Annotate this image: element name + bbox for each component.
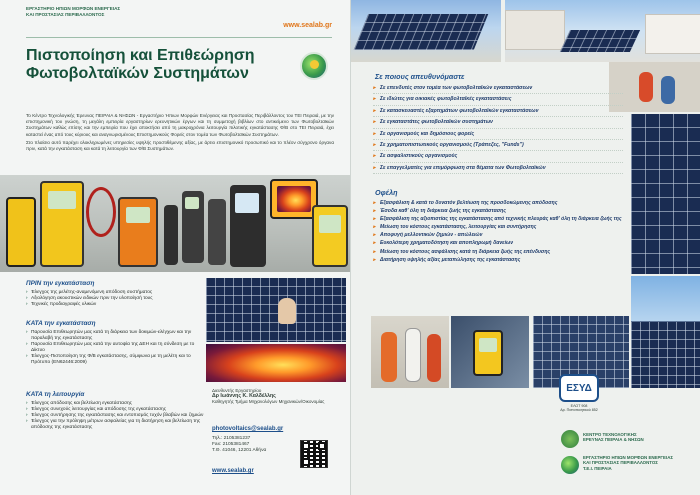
org-name-line: ΚΑΙ ΠΡΟΣΤΑΣΙΑΣ ΠΕΡΙΒΑΛΛΟΝΤΟΣ: [583, 460, 658, 466]
building-panels-photo: [505, 0, 700, 62]
panel-closeup-photo: [631, 114, 700, 274]
lab-name: [583, 455, 673, 471]
technician-image: [427, 334, 441, 382]
esyd-caption-line: ΕΛΟΤ 908: [570, 404, 588, 408]
meter-image: [473, 330, 503, 376]
list-item: ▸ Αποφυγή μελλοντικών ζημιών - απώλειών: [373, 232, 625, 238]
sensor-image: [208, 199, 226, 265]
technician-image: [381, 332, 397, 382]
list-item: ▸ Σε ασφαλιστικούς οργανισμούς: [373, 151, 623, 162]
benefits-heading: Οφέλη: [375, 188, 398, 197]
contact-email-link[interactable]: photovoltaics@sealab.gr: [212, 426, 284, 432]
list-item: › Παρουσία Επιθεωρητών μας κατά τη διάρκεια των δοκιμών-ελέγχων και την παραλαβή της εγκατάστασης: [26, 330, 204, 342]
list-item: ▸ Σε οργανισμούς και δημόσιους φορείς: [373, 129, 623, 140]
org-name-line: ΕΡΓΑΣΤΗΡΙΟ ΗΠΙΩΝ ΜΟΡΦΩΝ ΕΝΕΡΓΕΙΑΣ: [583, 455, 673, 460]
clamp-meter-image: [6, 197, 36, 267]
probe-cable-image: [86, 187, 116, 237]
benefits-list: [373, 200, 625, 265]
list-item: ▸ Σε επαγγελματίες για επιμόρφωση στα θέματα των Φωτοβολταϊκών: [373, 163, 623, 174]
lab-logo: [561, 456, 579, 474]
worker-image: [639, 72, 653, 102]
audience-heading: Σε ποιους απευθυνόμαστε: [375, 72, 465, 81]
list-item: ▸ Σε κατασκευαστές εξαρτημάτων φωτοβολταϊκών εγκαταστάσεων: [373, 106, 623, 117]
list-item: › Έλεγχος απόδοσης και βελτίωση εγκατάστασης: [26, 401, 204, 407]
list-item: ▸ Ευκολότερη χρηματοδότηση και αποπληρωμή δανείων: [373, 240, 625, 246]
esyd-caption: [549, 404, 609, 413]
lab-globe-logo: [300, 52, 328, 80]
thermal-image-photo: [206, 344, 346, 382]
list-item: ▸ Μείωση του κόστους ασφάλισης κατά τη διάρκεια ζωής της επένδυσης: [373, 249, 625, 255]
meter-inspection-photo: [451, 316, 529, 388]
technician-image: [405, 328, 421, 382]
intro-paragraph: Το Κέντρο Τεχνολογικής Έρευνας ΠΕΙΡΑΙΑ & ΝΗΣΩΝ - Εργαστήριο Ήπιων Μορφών Ενέργειας και Προστασίας Περιβάλλοντος του ΤΕΙ Πειραιά, με την επιστημονική του γνώση, τη μεγάλη εμπειρία εργαστηρίων ερευνητικών έργων και τη συμμετοχή βιβλίων στο αντικείμενο των Φωτοβολταϊκών Συστημάτων καθώς επίσης και την εμπειρία που έχει αποκτήσει από τη μακροχρόνια λειτουργία πιλοτικής εγκατάστασης Φ/Β στο ΤΕΙ Πειραιά, έχει καταστεί ένας από τους κύριους και αναγνωρισμένους Επιστημονικούς Φορείς στον τομέα των Φωτοβολταϊκών Συστημάτων.: [26, 113, 334, 137]
list-item: ▸ Διατήρηση υψηλής αξίας μεταπώλησης της εγκατάστασης: [373, 257, 625, 263]
list-item: ▸ Εξασφάλιση & κατά το δυνατόν βελτίωση της προσδοκώμενης απόδοσης: [373, 200, 625, 206]
during-list: [26, 330, 204, 367]
lab-header-line: ΚΑΙ ΠΡΟΣΤΑΣΙΑΣ ΠΕΡΙΒΑΛΛΟΝΤΟΣ: [26, 12, 105, 17]
contact-phones: [212, 436, 266, 455]
instruments-photo: [0, 175, 350, 272]
list-item: › Έλεγχος για την πρόληψη μέτρων ασφαλείας για τη διατήρηση και βελτίωση της απόδοσης της εγκατάστασης: [26, 419, 204, 431]
solar-field-photo: [631, 276, 700, 388]
contact-block: [212, 388, 344, 405]
page-title: [26, 47, 296, 83]
contact-address: Τ.Θ. 41046, 12201 Αθήνα: [212, 448, 267, 454]
list-item: ▸ Σε εγκαταστάτες φωτοβολταϊκών συστημάτων: [373, 117, 623, 128]
inspector-hand-image: [278, 298, 296, 324]
probe-image: [164, 205, 178, 265]
operation-list: [26, 401, 204, 431]
research-center-logo: [561, 430, 579, 448]
building-image: [645, 14, 700, 54]
lab-header: [26, 6, 120, 18]
rooftop-panels-photo: [351, 0, 501, 62]
intro-paragraph: Στο πλαίσιο αυτό παρέχει ολοκληρωμένες υπηρεσίες υψηλής προστιθέμενης αξίας, με άρτιο επιστημονικό προσωπικό και το πλέον σύγχρονο όργανα πριν, κατά την εγκατάσταση και κατά τη λειτουργία των Φ/Β Συστημάτων.: [26, 139, 334, 152]
list-item: › Έλεγχος συντήρησης της εγκατάστασης και εντοπισμός τυχόν βλαβών και ζημιών: [26, 413, 204, 419]
before-list: [26, 290, 204, 308]
intro-text: [26, 113, 334, 154]
thermometer-image: [182, 191, 204, 263]
contact-site-link[interactable]: www.sealab.gr: [212, 468, 254, 474]
org-name-line: ΚΕΝΤΡΟ ΤΕΧΝΟΛΟΓΙΚΗΣ: [583, 432, 637, 437]
technicians-photo: [371, 316, 449, 388]
list-item: ▸ Σε ιδιώτες για οικιακές φωτοβολταϊκές εγκαταστάσεις: [373, 94, 623, 105]
qr-code[interactable]: [300, 440, 328, 468]
list-item: › Αξιολόγηση ακουστικών ειδικών πριν την υλοποίησή τους: [26, 296, 204, 302]
operation-heading: ΚΑΤΑ τη λειτουργία: [26, 391, 85, 398]
audience-list: [373, 83, 623, 174]
right-page: [350, 0, 700, 495]
org-name-line: ΕΡΕΥΝΑΣ ΠΕΙΡΑΙΑ & ΝΗΣΩΝ: [583, 437, 644, 443]
list-item: › Έλεγχος-Πιστοποίηση της Φ/Β εγκατάστασης, σύμφωνα με τη μελέτη και το Πρότυπο (EN62446:2009): [26, 354, 204, 366]
esyd-accreditation-logo: ΕΣΥΔ: [559, 374, 599, 402]
lab-header-line: ΕΡΓΑΣΤΗΡΙΟ ΗΠΙΩΝ ΜΟΡΦΩΝ ΕΝΕΡΓΕΙΑΣ: [26, 6, 121, 11]
list-item: › Παρουσία Επιθεωρητών μας κατά την αυτοψία της ΔΕΗ και τη σύνδεση με το Δίκτυο: [26, 342, 204, 354]
thermal-camera-image: [270, 179, 318, 219]
sun-icon: [310, 60, 319, 69]
contact-phone: Τηλ.: 2105381237: [212, 436, 251, 441]
before-heading: ΠΡΙΝ την εγκατάσταση: [26, 280, 95, 287]
contact-name: Δρ Ιωάννης Κ. Καλδέλλης: [212, 392, 276, 399]
contact-fax: Fax: 2105381467: [212, 442, 250, 448]
list-item: ▸ Μείωση του κόστους εγκατάστασης, λειτουργίας και συντήρησης: [373, 224, 625, 230]
contact-position: Καθηγητής Τμήμα Μηχανολόγων Μηχανικών/Οικονομίας: [212, 399, 325, 405]
multimeter-image: [40, 181, 84, 267]
site-url-link[interactable]: www.sealab.gr: [283, 22, 332, 29]
worker-image: [661, 76, 675, 104]
tester-image: [118, 197, 158, 267]
list-item: ▸ Εξασφάλιση της αξιοπιστίας της εγκατάστασης από τεχνικής πλευράς καθ' όλη τη διάρκεια ζωής της: [373, 216, 625, 222]
research-center-name: [583, 432, 644, 443]
during-heading: ΚΑΤΑ την εγκατάσταση: [26, 320, 96, 327]
list-item: › Τεχνικές προδιαγραφές υλικών: [26, 302, 204, 308]
pv-analyzer-image: [312, 205, 348, 267]
esyd-caption-line: Αρ. Πιστοποιητικού 852: [560, 408, 598, 413]
title-line: Φωτοβολταϊκών Συστημάτων: [26, 65, 249, 82]
title-line: Πιστοποίηση και Επιθεώρηση: [26, 47, 255, 64]
org-name-line: Τ.Ε.Ι. ΠΕΙΡΑΙΑ: [583, 465, 612, 471]
list-item: › Έλεγχος συνεχούς λειτουργίας και απόδοσης της εγκατάστασης: [26, 407, 204, 413]
list-item: ▸ Σε χρηματοπιστωτικούς οργανισμούς (Τράπεζες, "Funds"): [373, 140, 623, 151]
irradiance-meter-image: [230, 185, 266, 267]
solar-panel-hand-photo: [206, 278, 346, 342]
list-item: ▸ Σε επενδυτές στον τομέα των φωτοβολταϊκών εγκαταστάσεων: [373, 83, 623, 94]
list-item: ▸ Έσοδα καθ' όλη τη διάρκεια ζωής της εγκατάστασης: [373, 208, 625, 214]
list-item: › Έλεγχος της μελέτης-αναμενόμενη απόδοση συστήματος: [26, 290, 204, 296]
building-image: [505, 10, 565, 50]
divider: [26, 37, 332, 38]
contact-role: Διευθυντής Εργαστηρίου: [212, 388, 262, 393]
